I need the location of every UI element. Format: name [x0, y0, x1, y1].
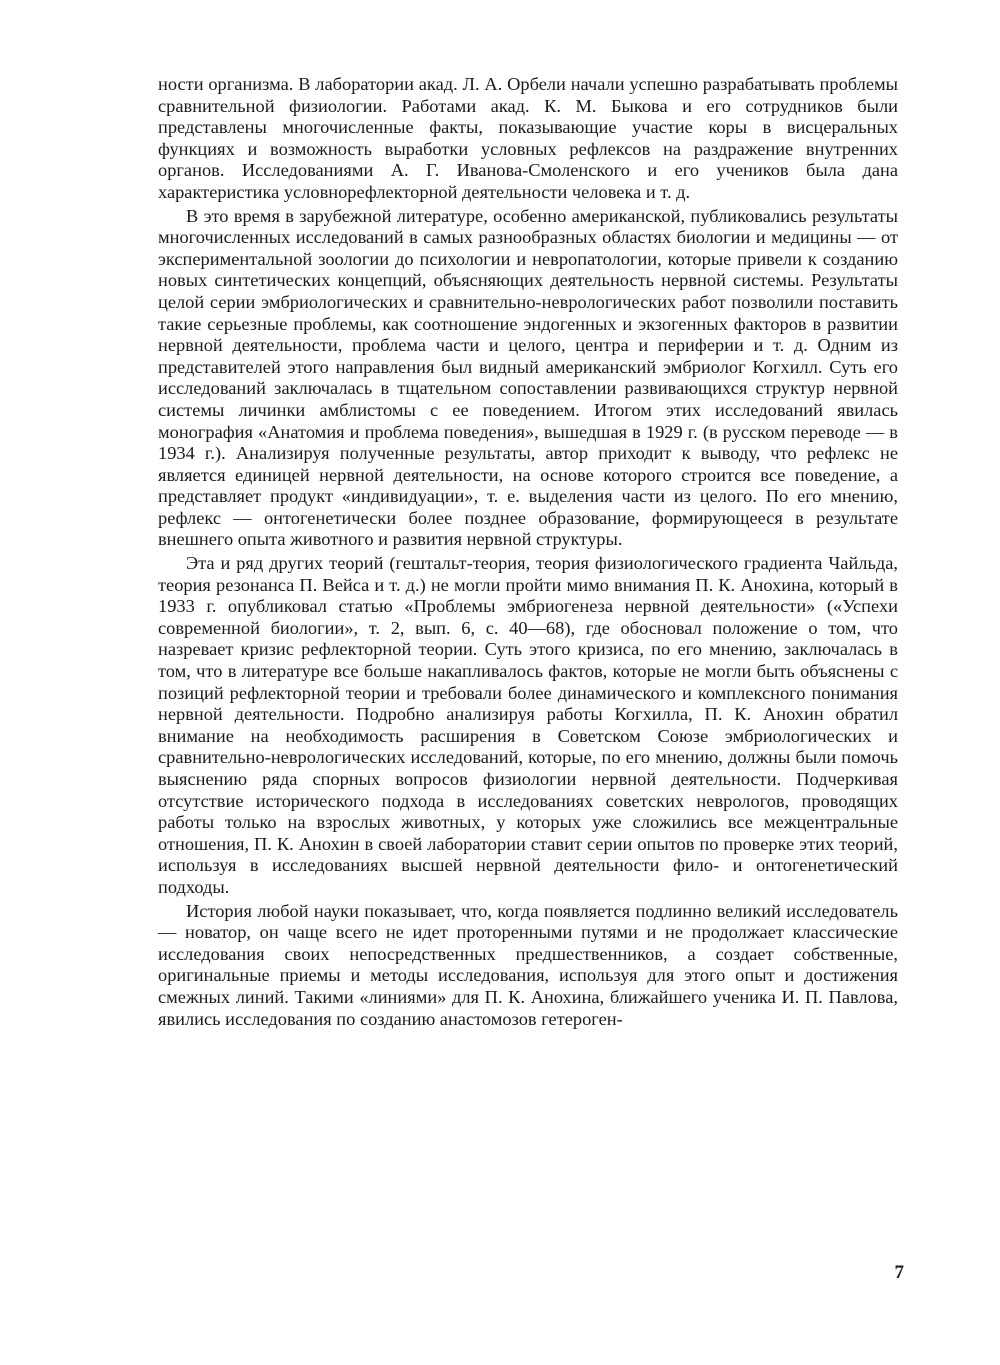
- page-number: 7: [894, 1262, 904, 1283]
- paragraph-1: ности организма. В лаборатории акад. Л. А. Орбели начали успешно разрабатывать проблемы сравнительной физиологии. Работами акад. К. М. Быкова и его сотрудников были представлены многочисленные факты, показывающие участие коры в висцеральных функциях и возможность выработки условных рефлексов на раздражение внутренних органов. Исследованиями А. Г. Иванова-Смоленского и его учеников была дана характеристика условнорефлекторной деятельности человека и т. д.: [158, 74, 898, 202]
- paragraph-3: Эта и ряд других теорий (гештальт-теория, теория физиологического градиента Чайльда, теория резонанса П. Вейса и т. д.) не могли пройти мимо внимания П. К. Анохина, который в 1933 г. опубликовал статью «Проблемы эмбриогенеза нервной деятельности» («Успехи современной биологии», т. 2, вып. 6, с. 40—68), где обосновал положение о том, что назревает кризис рефлекторной теории. Суть этого кризиса, по его мнению, заключалась в том, что в литературе все больше накапливалось фактов, которые не могли быть объяснены с позиций рефлекторной теории и требовали более динамического и комплексного понимания нервной деятельности. Подробно анализируя работы Когхилла, П. К. Анохин обратил внимание на необходимость расширения в Советском Союзе эмбриологических и сравнительно-неврологических исследований, которые, по его мнению, должны были помочь выяснению ряда спорных вопросов физиологии нервной деятельности. Подчеркивая отсутствие исторического подхода в исследованиях советских неврологов, проводящих работы только на взрослых животных, у которых уже сложились все межцентральные отношения, П. К. Анохин в своей лаборатории ставит серии опытов по проверке этих теорий, используя в исследованиях высшей нервной деятельности фило- и онтогенетический подходы.: [158, 553, 898, 897]
- paragraph-4: История любой науки показывает, что, когда появляется подлинно великий исследователь — новатор, он чаще всего не идет проторенными путями и не продолжает классические исследования своих непосредственных предшественников, а создает собственные, оригинальные приемы и методы исследования, используя для этого опыт и достижения смежных линий. Такими «линиями» для П. К. Анохина, ближайшего ученика И. П. Павлова, явились исследования по созданию анастомозов гетероген-: [158, 900, 898, 1029]
- paragraph-2: В это время в зарубежной литературе, особенно американской, публиковались результаты многочисленных исследований в самых разнообразных областях биологии и медицины — от экспериментальной зоологии до психологии и невропатологии, которые привели к созданию новых синтетических концепций, объясняющих деятельность нервной системы. Результаты целой серии эмбриологических и сравнительно-неврологических работ позволили поставить такие серьезные проблемы, как соотношение эндогенных и экзогенных факторов в развитии нервной деятельности, проблема части и целого, центра и периферии и т. д. Одним из представителей этого направления был видный американский эмбриолог Когхилл. Суть его исследований заключалась в тщательном сопоставлении развивающихся структур нервной системы личинки амблистомы с ее поведением. Итогом этих исследований явилась монография «Анатомия и проблема поведения», вышедшая в 1929 г. (в русском переводе — в 1934 г.). Анализируя полученные результаты, автор приходит к выводу, что рефлекс не является единицей нервной деятельности, на основе которого строится все поведение, а представляет продукт «индивидуации», т. е. выделения части из целого. По его мнению, рефлекс — онтогенетически более позднее образование, формирующееся в результате внешнего опыта животного и развития нервной структуры.: [158, 205, 898, 550]
- body-text: [158, 74, 898, 1030]
